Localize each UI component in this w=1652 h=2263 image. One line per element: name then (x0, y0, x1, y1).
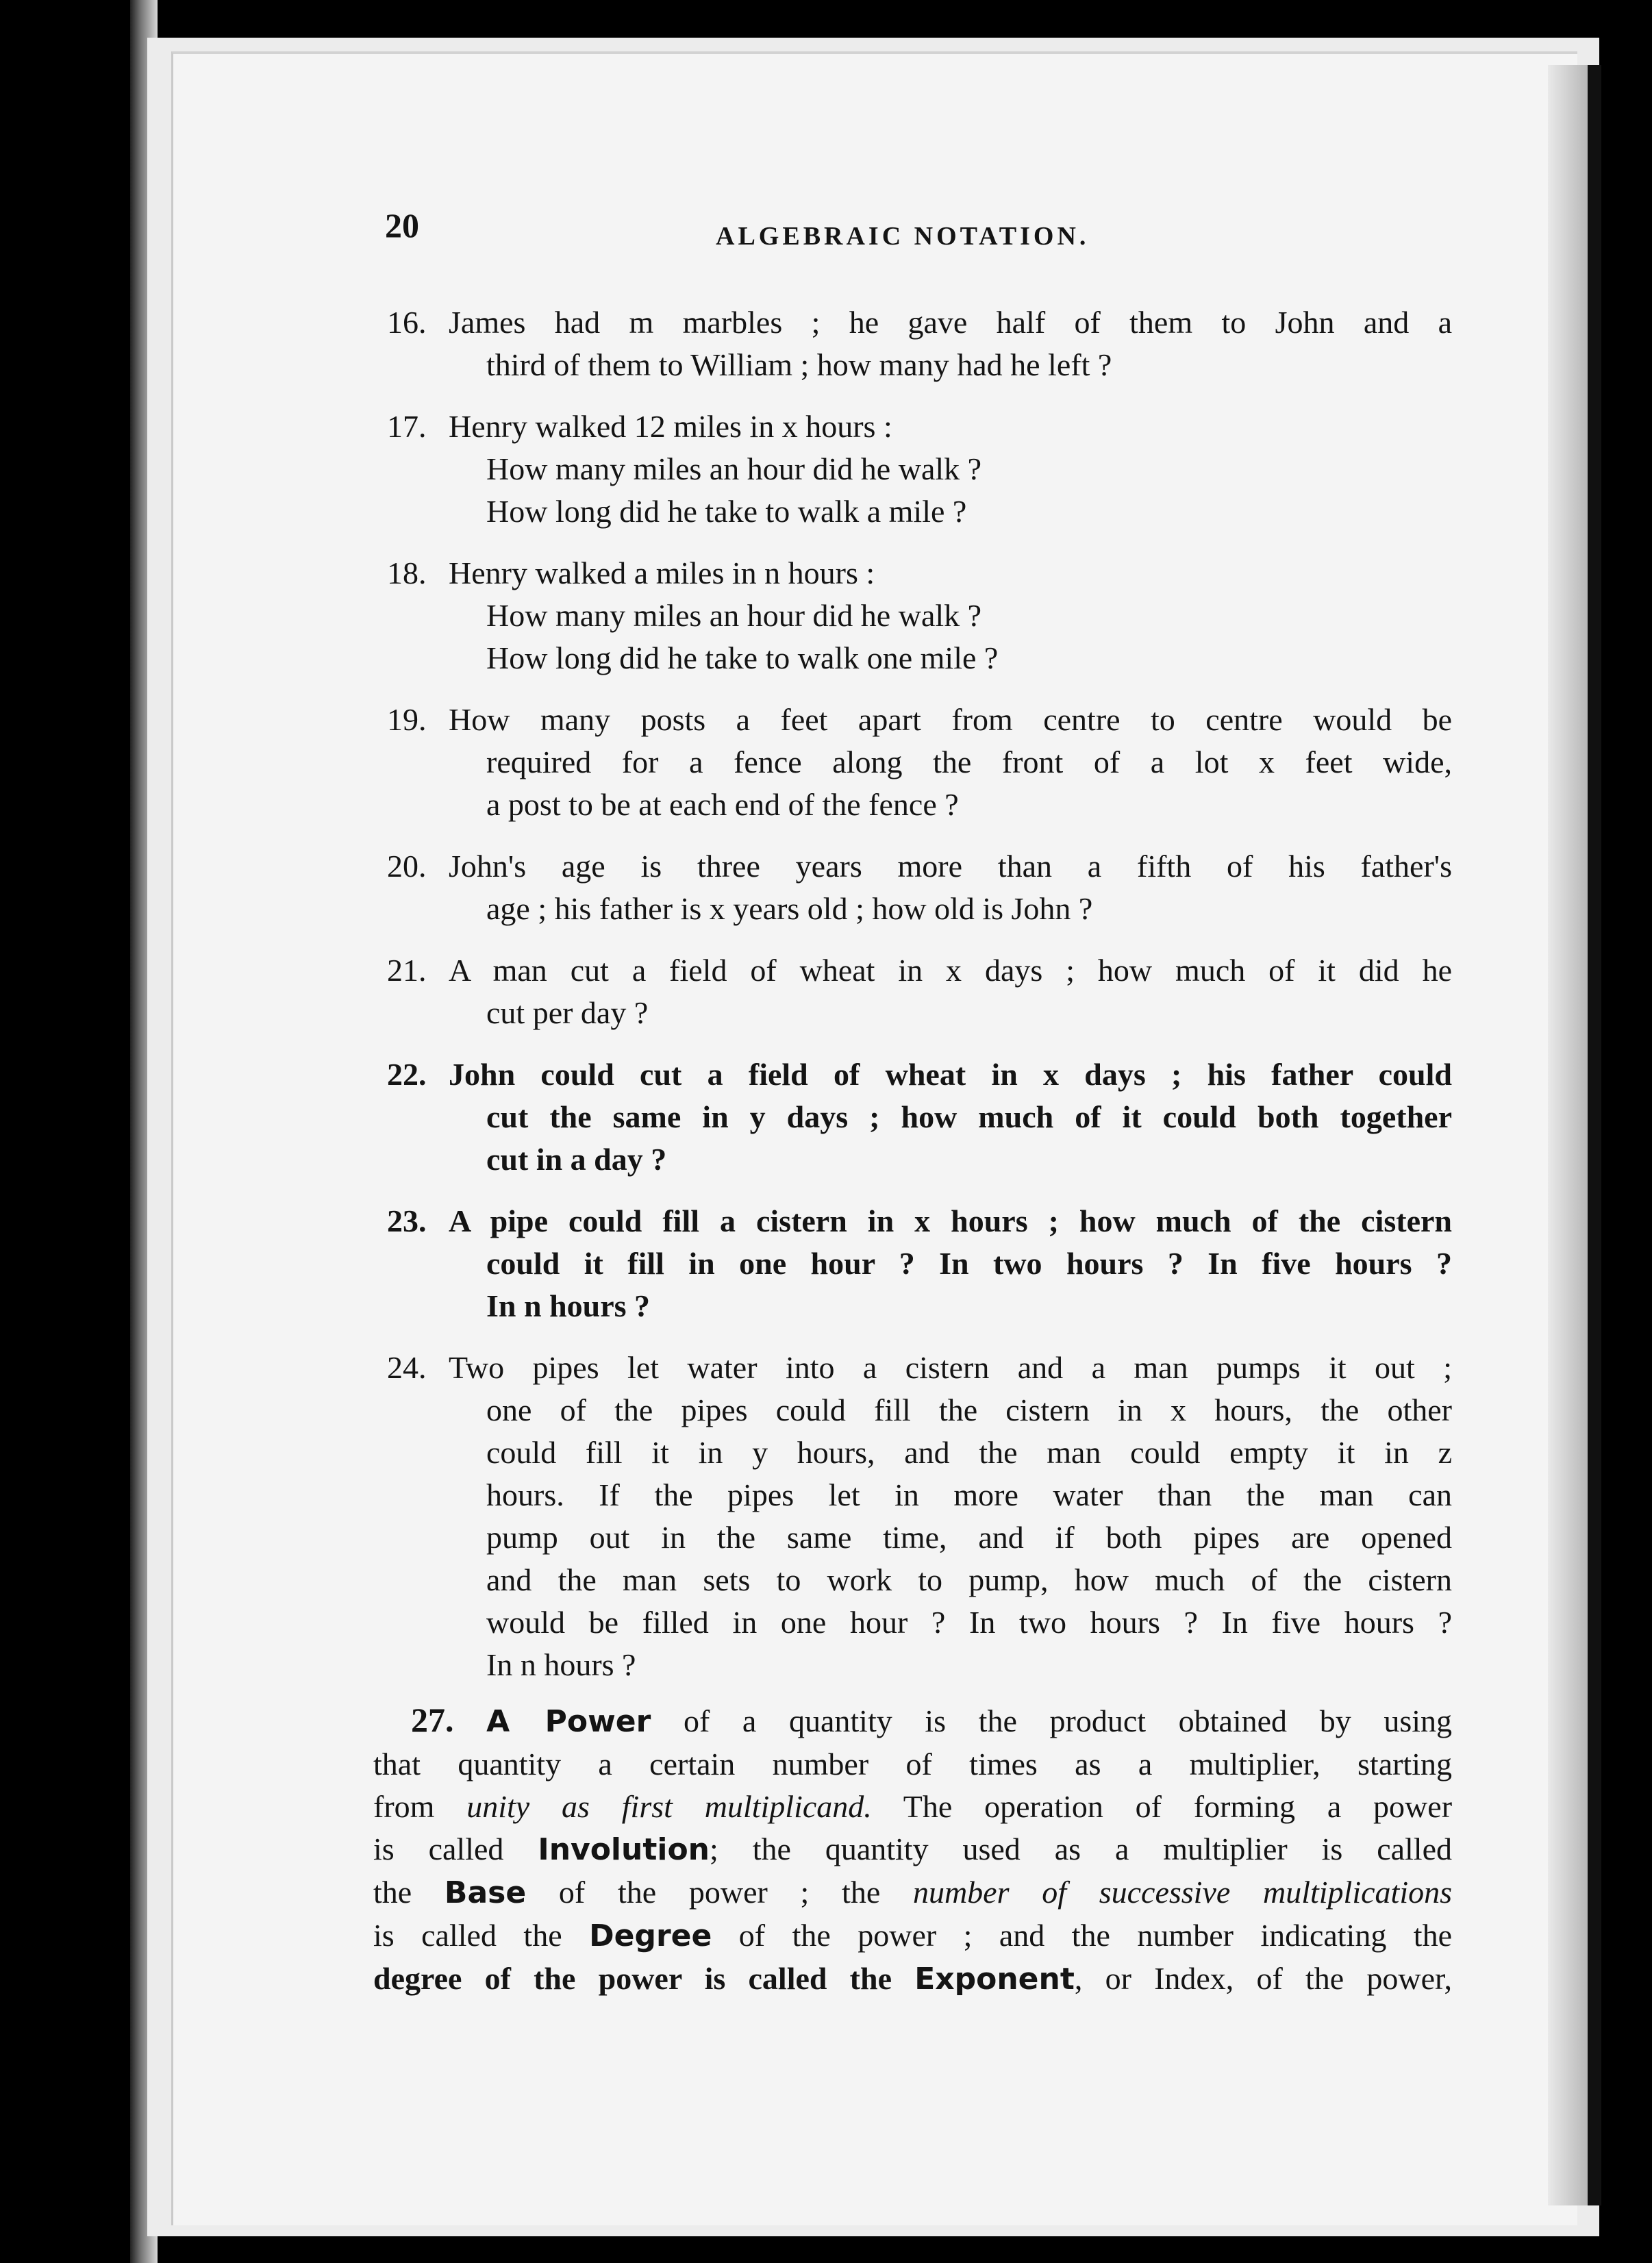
problem-line: John could cut a field of wheat in x days ; his father could (449, 1057, 1452, 1092)
section-line (373, 1699, 1452, 1743)
problem-line: James had m marbles ; he gave half of them to John and a (449, 305, 1452, 340)
problem-23 (373, 1200, 1452, 1327)
problem-line: How long did he take to walk one mile ? (486, 640, 999, 675)
problem-line: Henry walked a miles in n hours : (449, 555, 875, 590)
problem-number: 16. (387, 305, 427, 340)
problem-number: 18. (387, 555, 427, 590)
problem-line: In n hours ? (486, 1647, 636, 1682)
problem-line: A man cut a field of wheat in x days ; how much of it did he (449, 953, 1452, 988)
section-text: is called (373, 1831, 504, 1866)
problem-line: hours. If the pipes let in more water than the man can (486, 1477, 1452, 1512)
problem-line: cut in a day ? (486, 1142, 667, 1177)
term-degree: Degree (589, 1918, 712, 1953)
problem-22 (373, 1053, 1452, 1181)
problem-line: Henry walked 12 miles in x hours : (449, 409, 892, 444)
problem-line: age ; his father is x years old ; how old is John ? (486, 891, 1093, 926)
problem-line: Two pipes let water into a cistern and a man pumps it out ; (449, 1350, 1452, 1385)
section-text: of the power ; and the number indicating the (738, 1918, 1452, 1953)
problem-16 (373, 301, 1452, 386)
problem-number: 17. (387, 409, 427, 444)
problem-line: How many posts a feet apart from centre to centre would be (449, 702, 1452, 737)
term-base: Base (444, 1875, 527, 1910)
section-line (373, 1958, 1452, 2001)
problem-24 (373, 1347, 1452, 1686)
problem-line: would be filled in one hour ? In two hours ? In five hours ? (486, 1605, 1452, 1640)
problem-number: 21. (387, 953, 427, 988)
problem-list (373, 301, 1452, 1705)
term-power: A Power (486, 1704, 651, 1739)
problem-number: 19. (387, 702, 427, 737)
problem-number: 20. (387, 849, 427, 884)
problem-number: 23. (387, 1203, 427, 1238)
section-line: that quantity a certain number of times as a multiplier, starting (373, 1747, 1452, 1781)
section-text: the (373, 1875, 412, 1910)
problem-line: How long did he take to walk a mile ? (486, 494, 967, 529)
section-text: from (373, 1789, 435, 1824)
header-title: ALGEBRAIC NOTATION. (716, 222, 1090, 251)
section-number: 27. (411, 1701, 454, 1739)
problem-line: cut per day ? (486, 995, 649, 1030)
section-italic-text: number of successive multiplications (912, 1875, 1452, 1910)
problem-line: John's age is three years more than a fifth of his father's (449, 849, 1452, 884)
book-binding-edge (1588, 65, 1601, 2205)
section-text: of a quantity is the product obtained by using (683, 1703, 1453, 1738)
problem-21 (373, 949, 1452, 1034)
problem-number: 24. (387, 1350, 427, 1385)
section-line (373, 1828, 1452, 1871)
problem-20 (373, 845, 1452, 930)
section-text: , or Index, of the power, (1074, 1961, 1453, 1996)
section-italic-text: unity as first multiplicand. (466, 1789, 872, 1824)
problem-19 (373, 699, 1452, 826)
problem-line: required for a fence along the front of a lot x feet wide, (486, 745, 1452, 779)
section-text: The operation of forming a power (903, 1789, 1453, 1824)
section-line (373, 1786, 1452, 1828)
problem-number: 22. (387, 1057, 427, 1092)
section-27-power (373, 1699, 1452, 2001)
problem-line: could it fill in one hour ? In two hours ? In five hours ? (486, 1246, 1452, 1281)
problem-line: A pipe could fill a cistern in x hours ; how much of the cistern (449, 1203, 1452, 1238)
problem-line: cut the same in y days ; how much of it could both together (486, 1099, 1452, 1134)
term-exponent: Exponent (914, 1962, 1075, 1997)
problem-line: In n hours ? (486, 1288, 651, 1323)
problem-line: How many miles an hour did he walk ? (486, 451, 982, 486)
problem-line: third of them to William ; how many had he left ? (486, 347, 1112, 382)
section-text: degree of the power is called the (373, 1961, 892, 1996)
problem-line: could fill it in y hours, and the man could empty it in z (486, 1435, 1452, 1470)
problem-line: How many miles an hour did he walk ? (486, 598, 982, 633)
problem-17 (373, 405, 1452, 533)
running-head (373, 204, 1452, 252)
problem-line: and the man sets to work to pump, how much of the cistern (486, 1562, 1452, 1597)
term-involution: Involution (538, 1832, 710, 1867)
section-line (373, 1871, 1452, 1914)
section-line (373, 1914, 1452, 1958)
section-text: of the power ; the (558, 1875, 881, 1910)
problem-18 (373, 552, 1452, 679)
page-number: 20 (385, 206, 419, 245)
problem-line: pump out in the same time, and if both pipes are opened (486, 1520, 1452, 1555)
section-text: ; the quantity used as a multiplier is called (710, 1831, 1453, 1866)
problem-line: a post to be at each end of the fence ? (486, 787, 959, 822)
gutter-shadow (1548, 65, 1588, 2205)
section-text: is called the (373, 1918, 562, 1953)
problem-line: one of the pipes could fill the cistern in x hours, the other (486, 1392, 1452, 1427)
